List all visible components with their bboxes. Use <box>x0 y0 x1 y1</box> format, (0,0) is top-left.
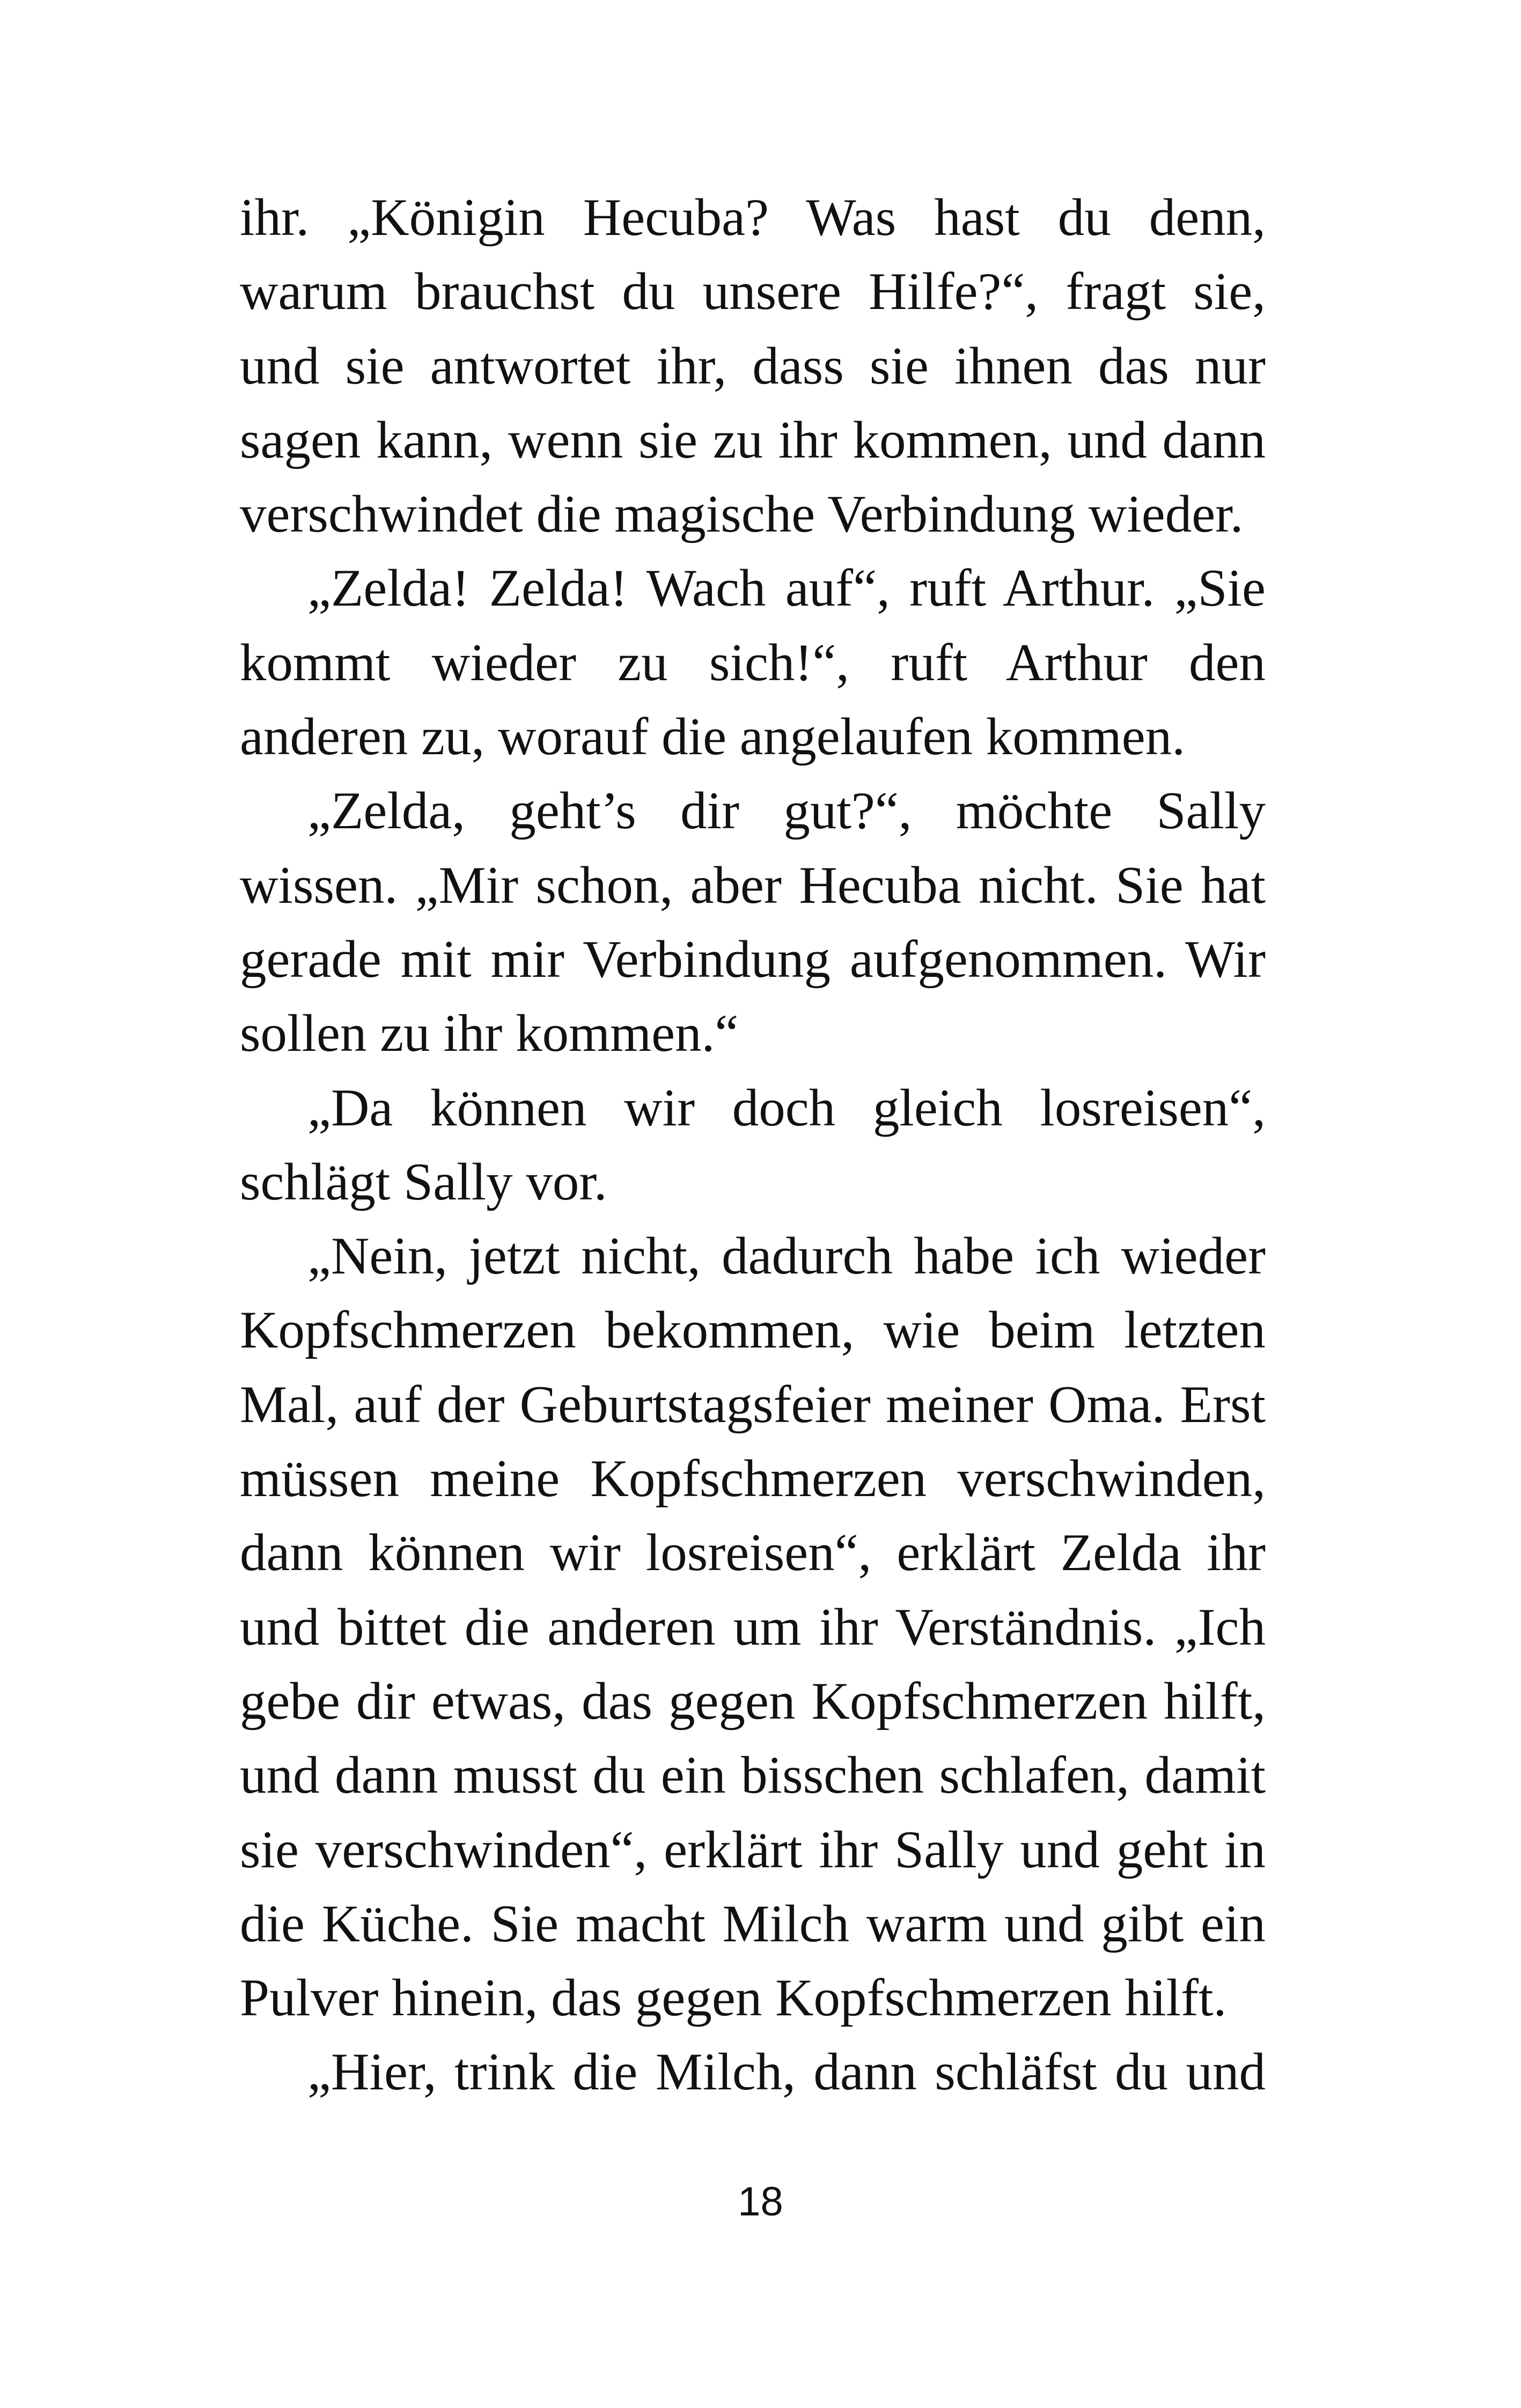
paragraph-3: „Zelda, geht’s dir gut?“, möchte Sally wissen. „Mir schon, aber Hecuba nicht. Sie hat gerade mit mir Verbindung aufgenommen. Wir sollen zu ihr kommen.“ <box>240 782 1266 1063</box>
body-text <box>240 181 1266 2110</box>
paragraph-1: ihr. „Königin Hecuba? Was hast du denn, warum brauchst du unsere Hilfe?“, fragt sie, und sie antwortet ihr, dass sie ihnen das nur sagen kann, wenn sie zu ihr kommen, und dann verschwindet die magische Verbindung wieder. <box>240 188 1266 544</box>
paragraph-6: „Hier, trink die Milch, dann schläfst du und <box>307 2043 1266 2102</box>
page-number: 18 <box>738 2179 783 2225</box>
paragraph-5: „Nein, jetzt nicht, dadurch habe ich wieder Kopfschmerzen bekommen, wie beim letzten Mal, auf der Geburtstagsfeier meiner Oma. Erst müssen meine Kopfschmerzen verschwinden, dann können wir losreisen“, erklärt Zelda ihr und bittet die anderen um ihr Verständnis. „Ich gebe dir etwas, das gegen Kopfschmerzen hilft, und dann musst du ein bisschen schlafen, damit sie verschwinden“, erklärt ihr Sally und geht in die Küche. Sie macht Milch warm und gibt ein Pulver hinein, das gegen Kopfschmerzen hilft. <box>240 1227 1266 2028</box>
paragraph-4: „Da können wir doch gleich losreisen“, schlägt Sally vor. <box>240 1078 1266 1211</box>
paragraph-2: „Zelda! Zelda! Wach auf“, ruft Arthur. „Sie kommt wieder zu sich!“, ruft Arthur den anderen zu, worauf die angelaufen kommen. <box>240 559 1266 767</box>
